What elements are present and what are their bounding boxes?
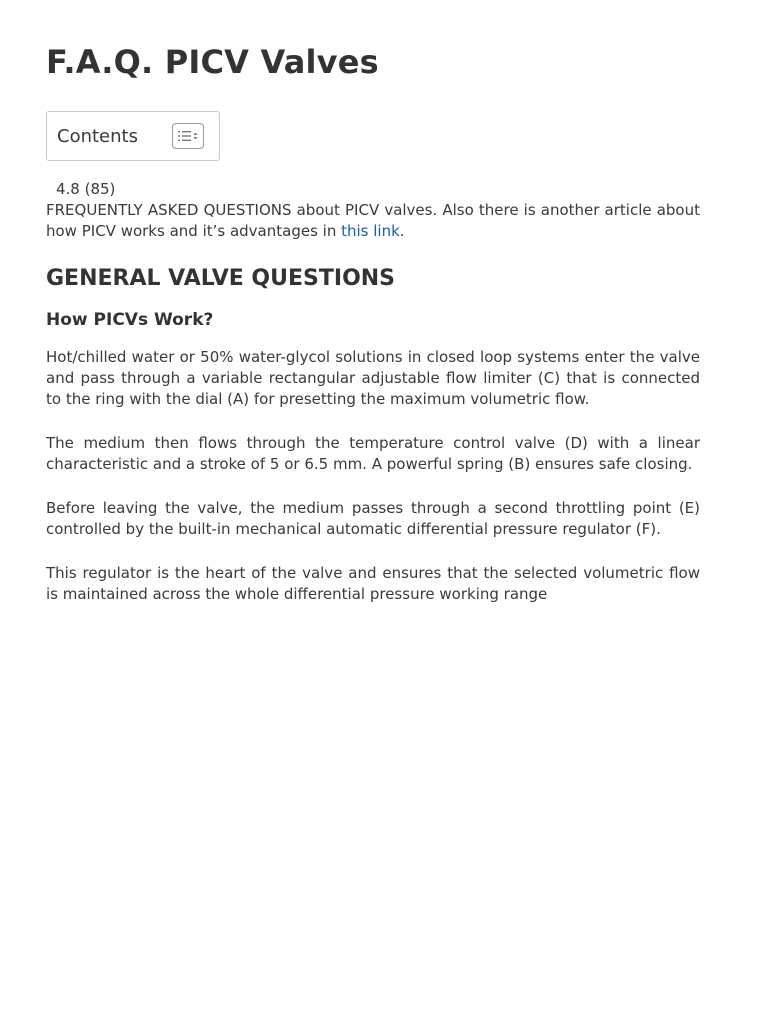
paragraph: The medium then flows through the temperature control valve (D) with a linear characteristic and a stroke of 5 or 6.5 mm. A powerful spring (B) ensures safe closing. [46,434,700,473]
section-heading: GENERAL VALVE QUESTIONS [46,266,396,291]
paragraph: Hot/chilled water or 50% water-glycol solutions in closed loop systems enter the valve and pass through a variable rectangular adjustable flow limiter (C) that is connected to the ring with the dial (A) for presetting the maximum volumetric flow. [46,348,700,408]
toc-toggle-button[interactable] [172,123,204,149]
table-of-contents [46,111,220,161]
list-toggle-icon [177,129,199,143]
paragraph: This regulator is the heart of the valve and ensures that the selected volumetric flow is maintained across the whole differential pressure working range [46,564,700,603]
intro-text-end: . [399,222,405,240]
this-link[interactable]: this link [341,222,400,240]
rating: 4.8 (85) [56,180,116,198]
page-title: F.A.Q. PICV Valves [46,43,379,81]
toc-label: Contents [57,125,138,147]
intro-paragraph [46,200,700,242]
intro-text: FREQUENTLY ASKED QUESTIONS about PICV valves. Also there is another article about how PICV works and it’s advantages in [46,201,700,240]
sub-heading: How PICVs Work? [46,310,214,330]
paragraph: Before leaving the valve, the medium passes through a second throttling point (E) controlled by the built-in mechanical automatic differential pressure regulator (F). [46,499,700,538]
